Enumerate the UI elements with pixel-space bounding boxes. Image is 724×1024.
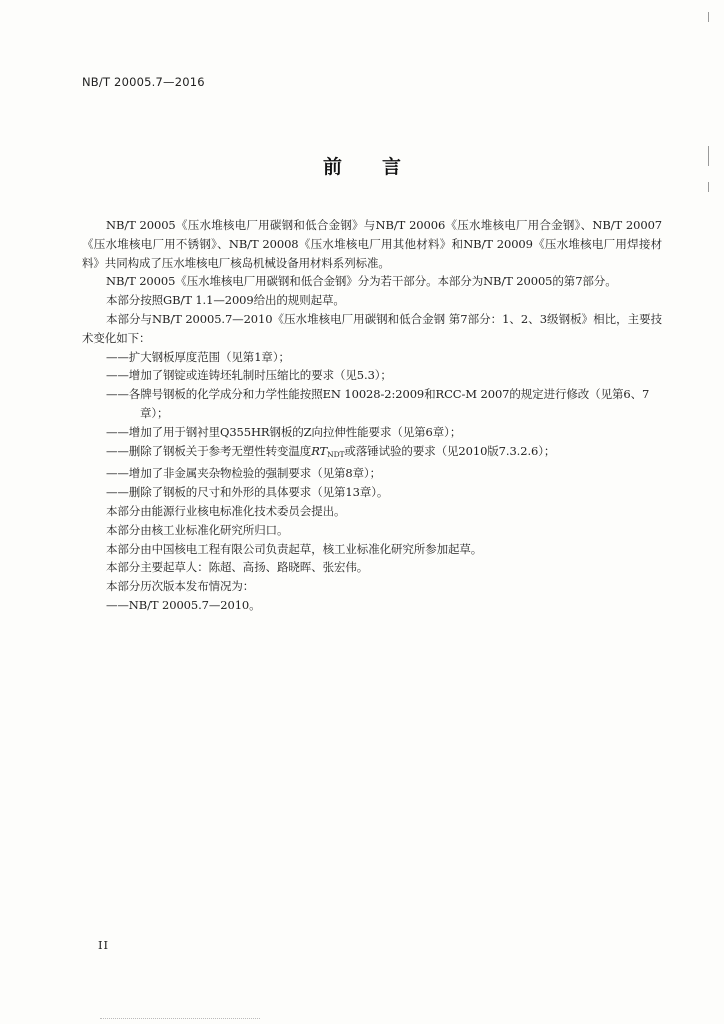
change-item: ——各牌号钢板的化学成分和力学性能按照EN 10028-2:2009和RCC-M 2007的规定进行修改（见第6、7章）；: [106, 387, 650, 420]
paragraph: 本部分主要起草人：陈超、高扬、路晓晖、张宏伟。: [106, 560, 369, 575]
scan-margin-mark: [708, 12, 709, 22]
change-item-text: ——删除了钢板关于参考无塑性转变温度: [106, 443, 312, 458]
paragraph: 本部分由中国核电工程有限公司负责起草，核工业标准化研究所参加起草。: [106, 541, 483, 556]
paragraph: 本部分按照GB/T 1.1—2009给出的规则起草。: [106, 293, 345, 308]
foreword-body: [82, 216, 662, 615]
change-item: ——NB/T 20005.7—2010。: [106, 597, 261, 612]
paragraph: NB/T 20005《压水堆核电厂用碳钢和低合金钢》分为若干部分。本部分为NB/T 20005的第7部分。: [106, 274, 617, 289]
paragraph: 本部分与NB/T 20005.7—2010《压水堆核电厂用碳钢和低合金钢 第7部分：1、2、3级钢板》相比，主要技术变化如下：: [82, 311, 662, 345]
change-item: ——增加了用于钢衬里Q355HR钢板的Z向拉伸性能要求（见第6章）；: [106, 424, 462, 439]
change-item: ——增加了钢锭或连铸坯轧制时压缩比的要求（见5.3）；: [106, 368, 392, 383]
paragraph: NB/T 20005《压水堆核电厂用碳钢和低合金钢》与NB/T 20006《压水堆核电厂用合金钢》、NB/T 20007《压水堆核电厂用不锈钢》、NB/T 20008《压水堆核电厂用其他材料》和NB/T 20009《压水堆核电厂用焊接材料》共同构成了压水堆核电厂核岛机械设备用材料系列标准。: [82, 218, 662, 270]
scan-margin-mark: [708, 182, 709, 192]
change-item-text: 或落锤试验的要求（见2010版7.3.2.6）；: [344, 443, 556, 458]
change-item: ——增加了非金属夹杂物检验的强制要求（见第8章）；: [106, 466, 382, 481]
change-item: ——扩大钢板厚度范围（见第1章）；: [106, 349, 290, 364]
rt-symbol: RT: [311, 443, 328, 458]
page-number: II: [98, 938, 110, 952]
ndt-subscript: NDT: [327, 449, 345, 459]
page-title: 前言: [322, 156, 441, 178]
paragraph: 本部分由核工业标准化研究所归口。: [106, 522, 289, 537]
paragraph: 本部分历次版本发布情况为：: [106, 579, 255, 594]
scan-edge-line: [100, 1018, 260, 1020]
change-item: ——删除了钢板的尺寸和外形的具体要求（见第13章）。: [106, 485, 389, 500]
change-item: [82, 442, 662, 465]
paragraph: 本部分由能源行业核电标准化技术委员会提出。: [106, 503, 346, 518]
standard-code: NB/T 20005.7—2016: [82, 75, 205, 89]
